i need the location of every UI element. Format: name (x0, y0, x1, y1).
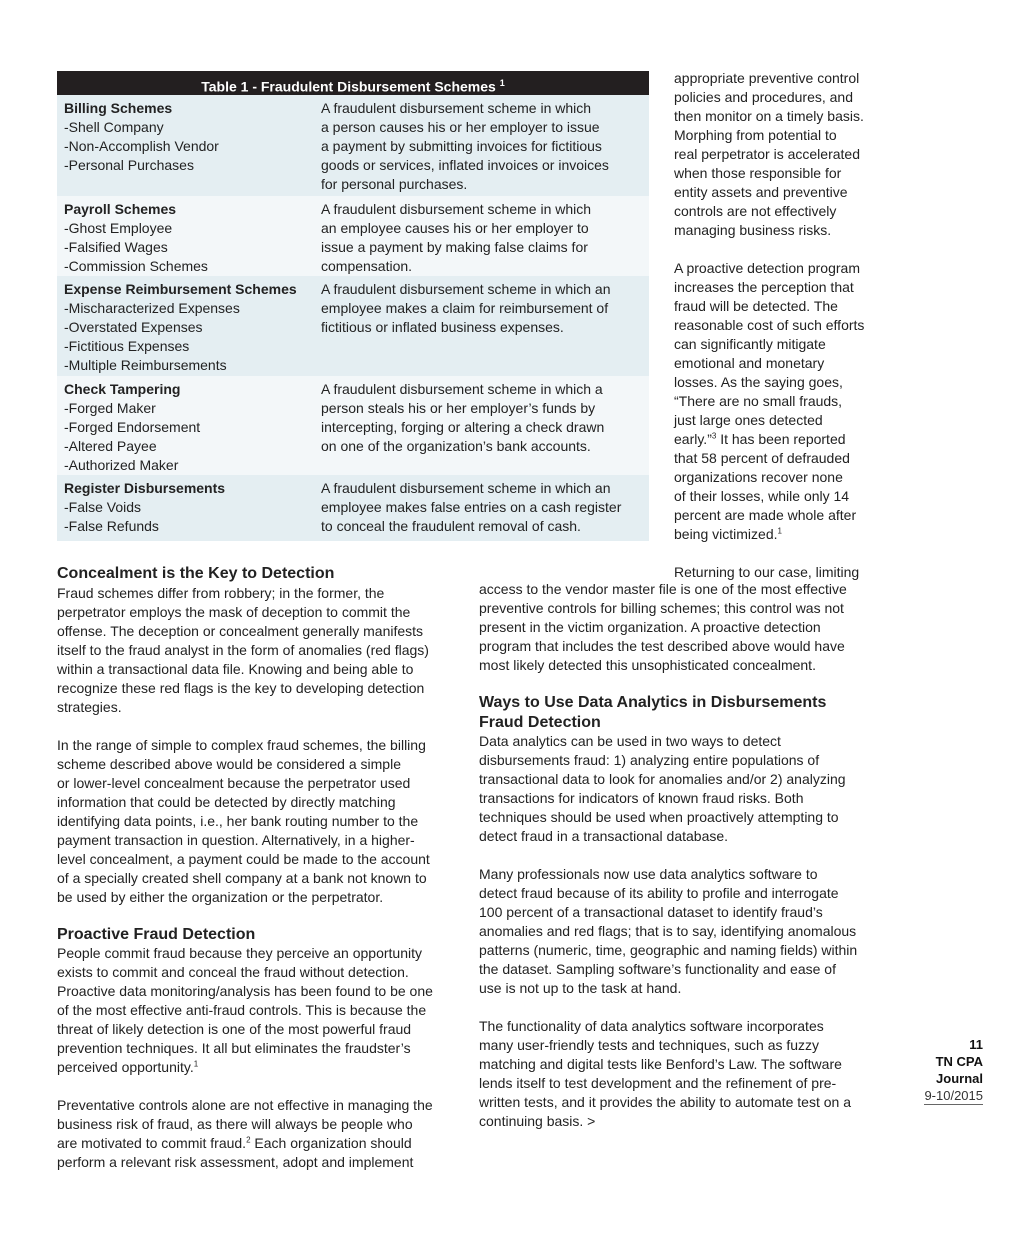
description-line: A fraudulent disbursement scheme in which an (321, 281, 611, 297)
text-line: that 58 percent of defrauded (674, 450, 850, 466)
text-line: Fraud schemes differ from robbery; in the former, the (57, 584, 385, 601)
scheme-item: -False Refunds (64, 518, 159, 534)
scheme-category-cell (64, 479, 314, 536)
description-line: A fraudulent disbursement scheme in which an (321, 480, 611, 496)
text-line: A proactive detection program (674, 260, 860, 276)
scheme-item: -Shell Company (64, 119, 164, 135)
middle-column (479, 580, 889, 1131)
text-run: It has been reported (716, 431, 846, 447)
scheme-category: Check Tampering (64, 381, 181, 397)
text-line: access to the vendor master file is one of the most effective (479, 581, 847, 597)
text-line: anomalies and red flags; that is to say, identifying anomalous (479, 923, 857, 939)
text-line: real perpetrator is accelerated (674, 146, 860, 162)
scheme-item: -Altered Payee (64, 438, 157, 454)
text-line: entity assets and preventive (674, 184, 848, 200)
description-line: employee makes false entries on a cash register (321, 499, 622, 515)
text-line: disbursements fraud: 1) analyzing entire populations of (479, 752, 820, 768)
heading-concealment: Concealment is the Key to Detection (57, 565, 335, 582)
text-line: managing business risks. (674, 222, 832, 238)
scheme-item: -Authorized Maker (64, 457, 179, 473)
middle-paragraph-4 (479, 1017, 889, 1131)
text-line: of their losses, while only 14 (674, 488, 850, 504)
right-paragraph-1 (674, 69, 894, 240)
heading-line: Fraud Detection (479, 713, 601, 731)
scheme-item: -Overstated Expenses (64, 319, 203, 335)
description-line: goods or services, inflated invoices or invoices (321, 157, 609, 173)
text-line: level concealment, a payment could be made to the account (57, 850, 430, 867)
heading-line: Ways to Use Data Analytics in Disbursements (479, 694, 827, 711)
scheme-category: Register Disbursements (64, 480, 226, 496)
text-line: continuing basis. > (479, 1113, 596, 1129)
middle-paragraph-1 (479, 580, 889, 675)
scheme-description (321, 479, 643, 536)
middle-paragraph-2 (479, 732, 889, 846)
text-line: use is not up to the task at hand. (479, 980, 682, 996)
description-line: a payment by submitting invoices for fictitious (321, 138, 602, 154)
text-line: techniques should be used when proactively attempting to (479, 809, 839, 825)
text-run: are motivated to commit fraud. (57, 1135, 247, 1151)
text-line: Morphing from potential to (674, 127, 837, 143)
text-line: fraud will be detected. The (674, 298, 838, 314)
text-line: Preventative controls alone are not effective in managing the (57, 1097, 433, 1113)
text-line: business risk of fraud, as there will always be people who (57, 1116, 413, 1132)
text-line: transactional data to look for anomalies and/or 2) analyzing (479, 771, 846, 787)
text-line: scheme described above would be considered a simple (57, 755, 401, 772)
text-line: patterns (numeric, time, geographic and naming fields) within (479, 942, 858, 958)
text-run: Each organization should (250, 1135, 412, 1151)
scheme-category: Billing Schemes (64, 100, 173, 116)
footnote-ref-1: 1 (777, 526, 782, 536)
left-paragraph-4 (57, 1096, 467, 1172)
text-line: when those responsible for (674, 165, 842, 181)
text-line: preventive controls for billing schemes; this control was not (479, 600, 844, 616)
text-line: transactions for indicators of known fraud risks. Both (479, 790, 804, 806)
description-line: a person causes his or her employer to issue (321, 119, 600, 135)
quote-end: early.” (674, 431, 712, 447)
right-column (674, 69, 894, 582)
text-line: 100 percent of a transactional dataset to identify fraud’s (479, 904, 823, 920)
text-line: of a specially created shell company at a bank not known to (57, 869, 427, 886)
text-line: then monitor on a timely basis. (674, 108, 864, 124)
scheme-item: -Commission Schemes (64, 258, 208, 274)
left-paragraph-2 (57, 736, 467, 907)
text-line: many user-friendly tests and techniques, such as fuzzy (479, 1037, 820, 1053)
text-line: information that could be detected by directly matching (57, 793, 396, 810)
left-paragraph-3 (57, 944, 467, 1077)
text-line: In the range of simple to complex fraud schemes, the billing (57, 736, 426, 753)
right-paragraph-2 (674, 259, 894, 544)
scheme-category: Payroll Schemes (64, 201, 177, 217)
description-line: on one of the organization’s bank accounts. (321, 438, 591, 454)
table-title (57, 71, 649, 95)
scheme-category-cell (64, 280, 314, 375)
text-line: lends itself to test development and the refinement of pre- (479, 1075, 837, 1091)
text-line: organizations recover none (674, 469, 843, 485)
scheme-category: Expense Reimbursement Schemes (64, 281, 297, 297)
text-line: perform a relevant risk assessment, adopt and implement (57, 1154, 414, 1170)
text-line: reasonable cost of such efforts (674, 317, 865, 333)
scheme-description (321, 380, 643, 456)
text-line: be used by either the organization or the perpetrator. (57, 888, 384, 905)
scheme-item: -Personal Purchases (64, 157, 194, 173)
description-line: to conceal the fraudulent removal of cash. (321, 518, 581, 534)
text-line: exists to commit and conceal the fraud without detection. (57, 964, 409, 980)
text-line: The functionality of data analytics software incorporates (479, 1018, 824, 1034)
scheme-item: -Forged Maker (64, 400, 156, 416)
text-line: controls are not effectively (674, 203, 837, 219)
description-line: an employee causes his or her employer to (321, 220, 589, 236)
scheme-item: -Non-Accomplish Vendor (64, 138, 219, 154)
text-line: of the most effective anti-fraud controls. This is because the (57, 1002, 427, 1018)
scheme-item: -Fictitious Expenses (64, 338, 190, 354)
scheme-item: -Forged Endorsement (64, 419, 201, 435)
description-line: A fraudulent disbursement scheme in which (321, 100, 592, 116)
text-line: emotional and monetary (674, 355, 825, 371)
footnote-ref-1: 1 (193, 1059, 199, 1069)
page-number: 11 (969, 1037, 983, 1052)
text-line: present in the victim organization. A proactive detection (479, 619, 821, 635)
description-line: A fraudulent disbursement scheme in which a (321, 381, 603, 397)
publication-name: Journal (936, 1071, 983, 1086)
text-line: detect fraud because of its ability to profile and interrogate (479, 885, 839, 901)
text-line: payment transaction in question. Alternatively, in a higher- (57, 831, 415, 848)
text-line: or lower-level concealment because the perpetrator used (57, 774, 411, 791)
table-row (57, 196, 649, 276)
scheme-category-cell (64, 380, 314, 475)
text-line: prevention techniques. It all but eliminates the fraudster’s (57, 1040, 411, 1056)
scheme-item: -Multiple Reimbursements (64, 357, 227, 373)
description-line: fictitious or inflated business expenses. (321, 319, 564, 335)
scheme-item: -Falsified Wages (64, 239, 168, 255)
scheme-item: -False Voids (64, 499, 142, 515)
middle-paragraph-3 (479, 865, 889, 998)
table-body (57, 95, 649, 541)
scheme-description (321, 280, 643, 337)
text-line: Many professionals now use data analytics software to (479, 866, 818, 882)
footnote-ref-2: 2 (246, 1135, 251, 1145)
scheme-item: -Ghost Employee (64, 220, 173, 236)
text-line: Data analytics can be used in two ways to detect (479, 733, 781, 749)
heading-proactive: Proactive Fraud Detection (57, 925, 256, 943)
description-line: for personal purchases. (321, 176, 468, 192)
table-title-text: Table 1 - Fraudulent Disbursement Schemes (201, 78, 496, 95)
table-title-footnote: 1 (499, 78, 505, 88)
text-line: increases the perception that (674, 279, 854, 295)
table-row (57, 276, 649, 376)
text-line: People commit fraud because they perceive an opportunity (57, 945, 422, 961)
scheme-category-cell (64, 200, 314, 276)
text-line: offense. The deception or concealment generally manifests (57, 622, 424, 639)
description-line: compensation. (321, 258, 413, 274)
description-line: person steals his or her employer’s funds by (321, 400, 596, 416)
publication-name: TN CPA (935, 1054, 983, 1069)
text-line: Proactive data monitoring/analysis has been found to be one (57, 983, 433, 999)
text-line: detect fraud in a transactional database. (479, 828, 729, 844)
text-line: strategies. (57, 698, 122, 715)
text-line: recognize these red flags is the key to developing detection (57, 679, 425, 696)
text-line: most likely detected this unsophisticated concealment. (479, 657, 816, 673)
scheme-description (321, 200, 643, 276)
text-line: written tests, and it provides the ability to automate test on a (479, 1094, 851, 1110)
right-paragraph-3-start: Returning to our case, limiting (674, 564, 860, 580)
scheme-category-cell (64, 99, 314, 175)
text-line: perpetrator employs the mask of deception to commit the (57, 603, 411, 620)
description-line: intercepting, forging or altering a check drawn (321, 419, 605, 435)
text-line: identifying data points, i.e., her bank routing number to the (57, 812, 419, 829)
scheme-item: -Mischaracterized Expenses (64, 300, 240, 316)
text-line: matching and digital tests like Benford’s Law. The software (479, 1056, 842, 1072)
description-line: A fraudulent disbursement scheme in which (321, 201, 592, 217)
heading-data-analytics (479, 693, 889, 732)
scheme-description (321, 99, 643, 194)
text-line: itself to the fraud analyst in the form of anomalies (red flags) (57, 641, 429, 658)
text-line: policies and procedures, and (674, 89, 854, 105)
description-line: issue a payment by making false claims for (321, 239, 588, 255)
issue-date: 9-10/2015 (924, 1088, 983, 1103)
description-line: employee makes a claim for reimbursement of (321, 300, 609, 316)
text-line: just large ones detected (674, 412, 823, 428)
text-line: program that includes the test described above would have (479, 638, 845, 654)
text-line: the dataset. Sampling software’s functionality and ease of (479, 961, 836, 977)
text-run: being victimized. (674, 526, 778, 542)
table-row (57, 376, 649, 475)
left-paragraph-1 (57, 584, 467, 717)
text-line: “There are no small frauds, (674, 393, 843, 409)
text-line: can significantly mitigate (674, 336, 826, 352)
footnote-ref-3: 3 (711, 431, 717, 441)
text-line: losses. As the saying goes, (674, 374, 843, 390)
page-footer (905, 1036, 983, 1104)
left-column (57, 564, 467, 1172)
text-line: threat of likely detection is one of the most powerful fraud (57, 1021, 412, 1037)
table-row (57, 95, 649, 196)
fraud-schemes-table (57, 71, 649, 541)
text-line: within a transactional data file. Knowing and being able to (57, 660, 414, 677)
text-line: appropriate preventive control (674, 70, 860, 86)
text-run: perceived opportunity. (57, 1059, 194, 1075)
table-row (57, 475, 649, 541)
text-line: percent are made whole after (674, 507, 857, 523)
